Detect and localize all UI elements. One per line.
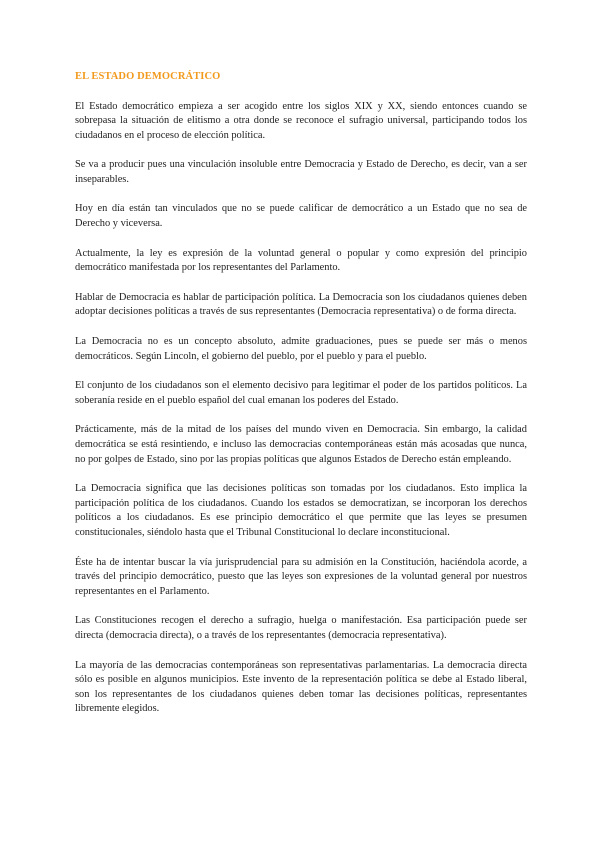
paragraph-6: La Democracia no es un concepto absoluto, admite graduaciones, pues se puede ser más o menos democráticos. Según Lincoln, el gobierno del pueblo, por el pueblo y para el pueblo. bbox=[75, 336, 527, 362]
paragraph-3: Hoy en día están tan vinculados que no se puede calificar de democrático a un Estado que no sea de Derecho y viceversa. bbox=[75, 203, 527, 230]
paragraph-4: Actualmente, la ley es expresión de la voluntad general o popular y como expresión del principio democrático manifestada por los representantes del Parlamento. bbox=[75, 247, 527, 274]
document-title: EL ESTADO DEMOCRÁTICO bbox=[75, 71, 221, 82]
paragraph-11: Las Constituciones recogen el derecho a sufragio, huelga o manifestación. Esa participación puede ser directa (democracia directa), o a través de los representantes (democracia representativa). bbox=[75, 615, 527, 641]
paragraph-8: Prácticamente, más de la mitad de los países del mundo viven en Democracia. Sin embargo, la calidad democrática se está resintiendo, e incluso las democracias contemporáneas están más acosadas que nunca, no por golpes de Estado, sino por las propias políticas que algunos Estados de Derecho están empleando. bbox=[75, 424, 527, 465]
paragraph-7: El conjunto de los ciudadanos son el elemento decisivo para legitimar el poder de los partidos políticos. La soberanía reside en el pueblo español del cual emanan los poderes del Estado. bbox=[75, 380, 527, 406]
paragraph-1: El Estado democrático empieza a ser acogido entre los siglos XIX y XX, siendo entonces cuando se sobrepasa la situación de elitismo a otra donde se reconoce el sufragio universal, participando todos los ciudadanos en el proceso de elección política. bbox=[75, 100, 527, 141]
paragraph-2: Se va a producir pues una vinculación insoluble entre Democracia y Estado de Derecho, es decir, van a ser inseparables. bbox=[75, 159, 527, 185]
paragraph-9: La Democracia significa que las decisiones políticas son tomadas por los ciudadanos. Esto implica la participación política de los ciudadanos. Cuando los estados se democratizan, se incorporan los derechos políticos a los ciudadanos. Es ese principio democrático el que permite que las leyes se presumen constitucionales, siéndolo hasta que el Tribunal Constitucional lo declare inconstitucional. bbox=[75, 483, 527, 538]
paragraph-12: La mayoría de las democracias contemporáneas son representativas parlamentarias. La democracia directa sólo es posible en algunos municipios. Este invento de la representación política se debe al Estado liberal, son los representantes de los ciudadanos quienes deben tomar las decisiones políticas, representantes libremente elegidos. bbox=[75, 659, 527, 715]
paragraph-10: Éste ha de intentar buscar la vía jurisprudencial para su admisión en la Constitución, haciéndola acorde, a través del principio democrático, puesto que las leyes son expresiones de la voluntad general por nuestros representantes en el Parlamento. bbox=[75, 556, 527, 597]
paragraph-5: Hablar de Democracia es hablar de participación política. La Democracia son los ciudadanos quienes deben adoptar decisiones políticas a través de sus representantes (Democracia representativa) o de forma directa. bbox=[75, 291, 527, 318]
document-body bbox=[75, 70, 527, 732]
